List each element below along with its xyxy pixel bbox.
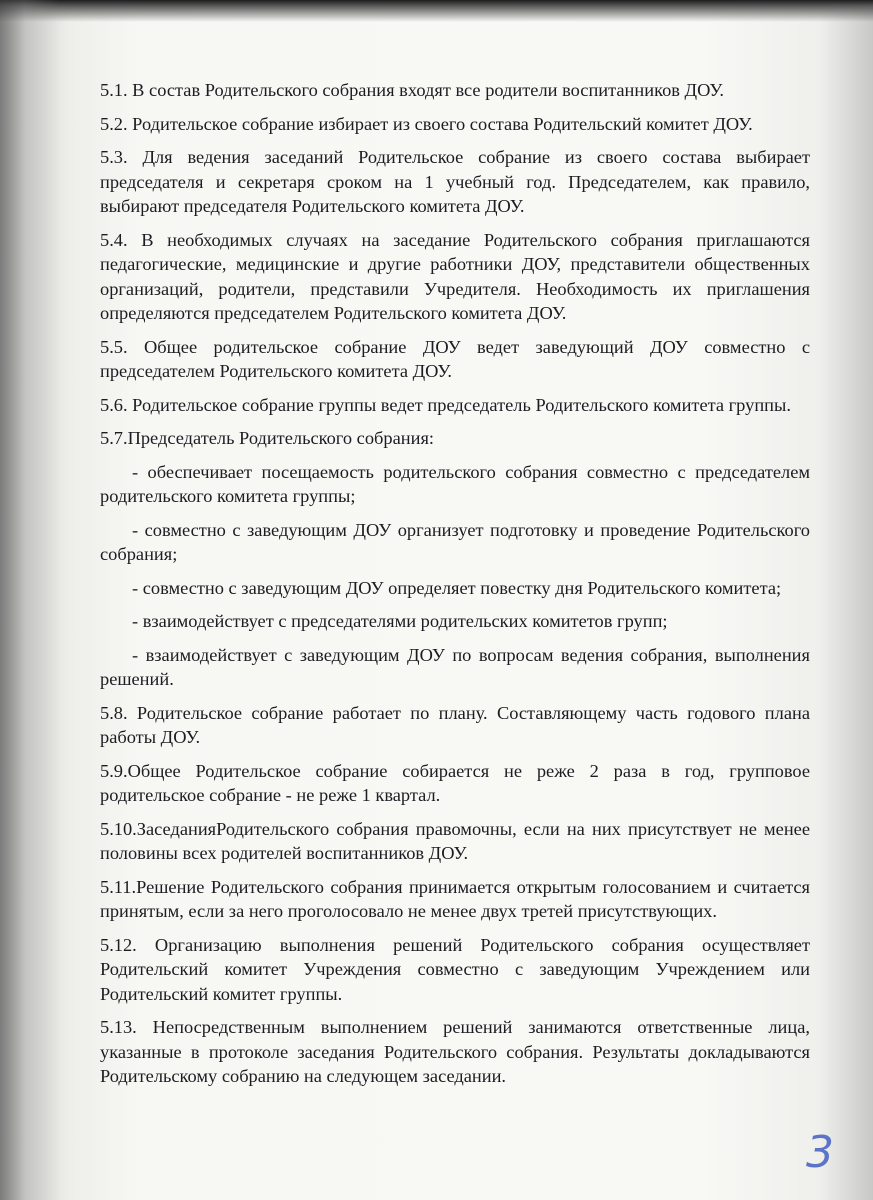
binding-shadow: [0, 0, 60, 1200]
paragraph-5-12: 5.12. Организацию выполнения решений Родительского собрания осуществляет Родительский комитет Учреждения совместно с заведующим Учреждением или Родительский комитет группы.: [100, 934, 810, 1004]
list-item: - обеспечивает посещаемость родительского собрания совместно с председателем родительского комитета группы;: [100, 461, 810, 506]
list-item: - совместно с заведующим ДОУ организует подготовку и проведение Родительского собрания;: [100, 519, 810, 564]
list-item: - совместно с заведующим ДОУ определяет повестку дня Родительского комитета;: [132, 577, 782, 598]
paragraph-5-5: 5.5. Общее родительское собрание ДОУ ведет заведующий ДОУ совместно с председателем Родительского комитета ДОУ.: [100, 336, 810, 381]
list-item: - взаимодействует с председателями родительских комитетов групп;: [132, 611, 668, 631]
paragraph-5-6: 5.6. Родительское собрание группы ведет председатель Родительского комитета группы.: [100, 394, 791, 415]
list-item: - взаимодействует с заведующим ДОУ по вопросам ведения собрания, выполнения решений.: [100, 644, 810, 689]
top-edge-shadow: [0, 0, 873, 22]
paragraph-5-8: 5.8. Родительское собрание работает по плану. Составляющему часть годового плана работы ДОУ.: [100, 702, 810, 747]
document-body: [100, 78, 810, 1138]
paragraph-5-11: 5.11.Решение Родительского собрания принимается открытым голосованием и считается принятым, если за него проголосовало не менее двух третей присутствующих.: [100, 876, 810, 921]
paragraph-5-7: 5.7.Председатель Родительского собрания:: [100, 428, 435, 448]
paragraph-5-10: 5.10.ЗаседанияРодительского собрания правомочны, если на них присутствует не менее половины всех родителей воспитанников ДОУ.: [100, 818, 810, 863]
paragraph-5-9: 5.9.Общее Родительское собрание собирается не реже 2 раза в год, групповое родительское собрание - не реже 1 квартал.: [100, 760, 810, 805]
paragraph-5-3: 5.3. Для ведения заседаний Родительское собрание из своего состава выбирает председателя и секретаря сроком на 1 учебный год. Председателем, как правило, выбирают председателя Родительского комитета ДОУ.: [100, 147, 810, 216]
paragraph-5-4: 5.4. В необходимых случаях на заседание Родительского собрания приглашаются педагогические, медицинские и другие работники ДОУ, представители общественных организаций, родители, представили Учредителя. Необходимость их приглашения определяются председателем Родительского комитета ДОУ.: [100, 229, 810, 323]
paragraph-5-2: 5.2. Родительское собрание избирает из своего состава Родительский комитет ДОУ.: [100, 113, 753, 134]
handwritten-page-number: 3: [806, 1127, 833, 1178]
paragraph-5-13: 5.13. Непосредственным выполнением решений занимаются ответственные лица, указанные в протоколе заседания Родительского собрания. Результаты докладываются Родительскому собранию на следующем заседании.: [100, 1017, 810, 1086]
paragraph-5-1: 5.1. В состав Родительского собрания входят все родители воспитанников ДОУ.: [100, 80, 724, 100]
